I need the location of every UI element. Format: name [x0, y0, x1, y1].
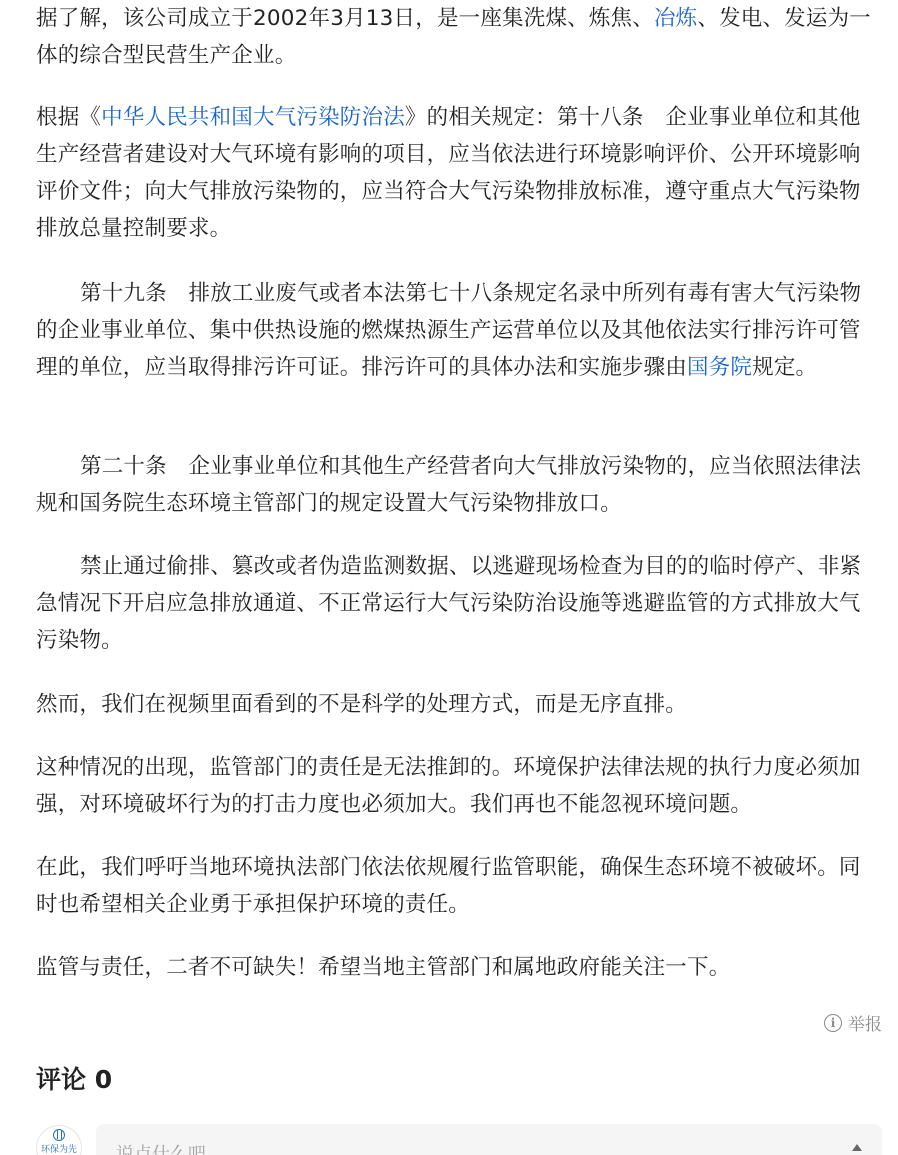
paragraph-law-article-19 — [36, 275, 882, 386]
paragraph-company-intro — [36, 0, 882, 74]
paragraph-text: 根据《 — [36, 105, 102, 130]
paragraph-conclusion: 监管与责任，二者不可缺失！希望当地主管部门和属地政府能关注一下。 — [36, 955, 731, 980]
comment-box[interactable] — [96, 1124, 882, 1155]
report-button[interactable] — [824, 1010, 882, 1035]
paragraph-law-article-18 — [36, 99, 882, 247]
paragraph-text: 、发电、发运为一体的综合型民营生产企业。 — [36, 6, 871, 68]
globe-icon — [53, 1129, 65, 1141]
paragraph-text: 第十九条 排放工业废气或者本法第七十八条规定名录中所列有毒有害大气污染物的企业事业单位、集中供热设施的燃煤热源生产运营单位以及其他依法实行排污许可管理的单位，应当取得排污许可证。排污许可的具体办法和实施步骤由 — [36, 281, 862, 380]
paragraph-responsibility: 这种情况的出现，监管部门的责任是无法推卸的。环境保护法律法规的执行力度必须加强，对环境破坏行为的打击力度也必须加大。我们再也不能忽视环境问题。 — [36, 755, 861, 817]
paragraph-observation: 然而，我们在视频里面看到的不是科学的处理方式，而是无序直排。 — [36, 692, 688, 717]
info-icon: i — [824, 1014, 842, 1032]
comment-input[interactable] — [116, 1144, 816, 1155]
avatar[interactable] — [36, 1125, 82, 1155]
scroll-up-icon[interactable] — [852, 1144, 862, 1151]
paragraph-text: 据了解，该公司成立于2002年3月13日，是一座集洗煤、炼焦、 — [36, 6, 654, 31]
paragraph-prohibition: 禁止通过偷排、篡改或者伪造监测数据、以逃避现场检查为目的的临时停产、非紧急情况下开启应急排放通道、不正常运行大气污染防治设施等逃避监管的方式排放大气污染物。 — [36, 554, 862, 653]
report-label: 举报 — [848, 1015, 882, 1035]
paragraph-law-article-20: 第二十条 企业事业单位和其他生产经营者向大气排放污染物的，应当依照法律法规和国务院生态环境主管部门的规定设置大气污染物排放口。 — [36, 454, 862, 516]
paragraph-text: 》的相关规定：第十八条 企业事业单位和其他生产经营者建设对大气环境有影响的项目，应当依法进行环境影响评价、公开环境影响评价文件；向大气排放污染物的，应当符合大气污染物排放标准，遵守重点大气污染物排放总量控制要求。 — [36, 105, 861, 241]
paragraph-appeal: 在此，我们呼吁当地环境执法部门依法依规履行监管职能，确保生态环境不被破坏。同时也希望相关企业勇于承担保护环境的责任。 — [36, 855, 861, 917]
link-air-pollution-law[interactable]: 中华人民共和国大气污染防治法 — [101, 105, 405, 130]
link-state-council[interactable]: 国务院 — [687, 355, 753, 380]
comments-title: 评论 0 — [36, 1065, 113, 1094]
paragraph-text: 规定。 — [752, 355, 818, 380]
avatar-label: 环保为先 — [40, 1145, 77, 1155]
link-smelting[interactable]: 冶炼 — [653, 6, 698, 31]
